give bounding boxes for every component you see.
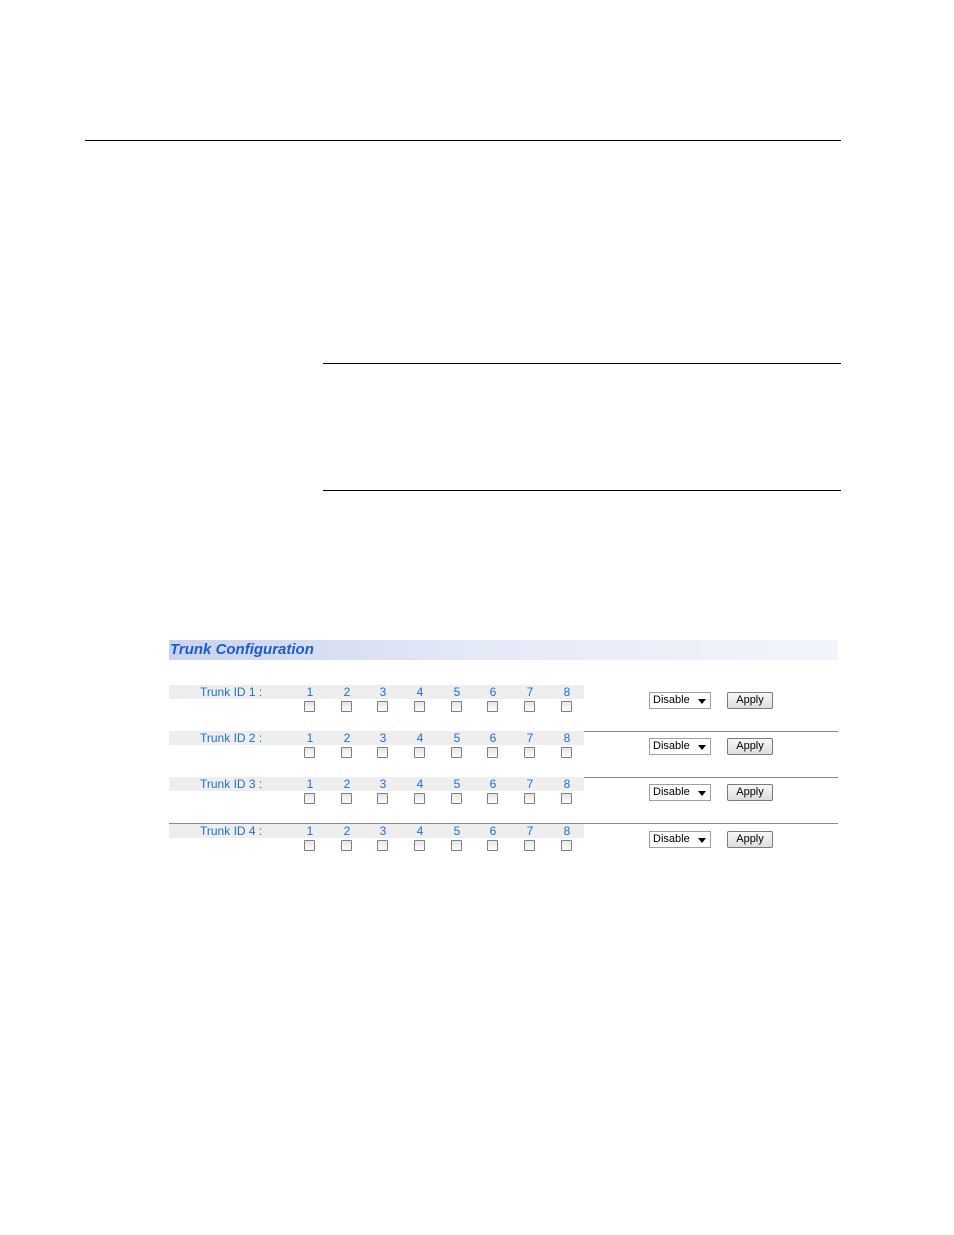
apply-button[interactable]: Apply bbox=[727, 692, 773, 709]
port-number-8: 8 bbox=[563, 824, 571, 838]
port-number-7: 7 bbox=[526, 777, 534, 791]
chevron-down-icon bbox=[698, 745, 706, 750]
trunk-mode-value: Disable bbox=[653, 740, 690, 752]
port-number-4: 4 bbox=[416, 685, 424, 699]
note-top-rule bbox=[323, 363, 841, 364]
trunk-id-label: Trunk ID 2 : bbox=[200, 731, 263, 745]
port-number-1: 1 bbox=[306, 731, 314, 745]
chevron-down-icon bbox=[698, 838, 706, 843]
port-number-1: 1 bbox=[306, 685, 314, 699]
port-number-5: 5 bbox=[453, 731, 461, 745]
port-number-6: 6 bbox=[489, 824, 497, 838]
port-checkbox-1[interactable] bbox=[304, 840, 315, 851]
port-checkbox-1[interactable] bbox=[304, 747, 315, 758]
port-checkbox-2[interactable] bbox=[341, 701, 352, 712]
trunk-mode-value: Disable bbox=[653, 694, 690, 706]
trunk-row-2 bbox=[169, 731, 838, 778]
port-checkbox-6[interactable] bbox=[487, 840, 498, 851]
panel-title: Trunk Configuration bbox=[170, 641, 314, 658]
port-checkbox-4[interactable] bbox=[414, 840, 425, 851]
port-checkbox-7[interactable] bbox=[524, 701, 535, 712]
port-number-3: 3 bbox=[379, 777, 387, 791]
port-number-4: 4 bbox=[416, 824, 424, 838]
trunk-row-1 bbox=[169, 685, 838, 732]
trunk-mode-value: Disable bbox=[653, 786, 690, 798]
port-number-4: 4 bbox=[416, 731, 424, 745]
port-checkbox-1[interactable] bbox=[304, 793, 315, 804]
port-number-6: 6 bbox=[489, 777, 497, 791]
port-number-7: 7 bbox=[526, 824, 534, 838]
port-checkbox-4[interactable] bbox=[414, 793, 425, 804]
trunk-mode-select[interactable] bbox=[649, 738, 711, 755]
trunk-mode-select[interactable] bbox=[649, 784, 711, 801]
trunk-row-3 bbox=[169, 777, 838, 824]
port-checkbox-5[interactable] bbox=[451, 793, 462, 804]
port-number-5: 5 bbox=[453, 685, 461, 699]
port-number-1: 1 bbox=[306, 824, 314, 838]
port-number-2: 2 bbox=[343, 824, 351, 838]
port-checkbox-3[interactable] bbox=[377, 840, 388, 851]
trunk-mode-select[interactable] bbox=[649, 831, 711, 848]
port-checkbox-4[interactable] bbox=[414, 701, 425, 712]
trunk-mode-select[interactable] bbox=[649, 692, 711, 709]
port-number-6: 6 bbox=[489, 685, 497, 699]
port-checkbox-6[interactable] bbox=[487, 793, 498, 804]
port-checkbox-5[interactable] bbox=[451, 747, 462, 758]
trunk-id-label: Trunk ID 4 : bbox=[200, 824, 263, 838]
port-number-8: 8 bbox=[563, 777, 571, 791]
port-checkbox-4[interactable] bbox=[414, 747, 425, 758]
trunk-id-label: Trunk ID 3 : bbox=[200, 777, 263, 791]
trunk-mode-value: Disable bbox=[653, 833, 690, 845]
port-number-3: 3 bbox=[379, 824, 387, 838]
port-number-5: 5 bbox=[453, 777, 461, 791]
port-checkbox-1[interactable] bbox=[304, 701, 315, 712]
port-checkbox-5[interactable] bbox=[451, 840, 462, 851]
apply-button[interactable]: Apply bbox=[727, 831, 773, 848]
port-number-2: 2 bbox=[343, 731, 351, 745]
port-checkbox-7[interactable] bbox=[524, 793, 535, 804]
port-number-5: 5 bbox=[453, 824, 461, 838]
port-checkbox-3[interactable] bbox=[377, 747, 388, 758]
port-number-2: 2 bbox=[343, 777, 351, 791]
port-number-8: 8 bbox=[563, 685, 571, 699]
port-number-8: 8 bbox=[563, 731, 571, 745]
trunk-row-4 bbox=[169, 824, 838, 870]
port-checkbox-5[interactable] bbox=[451, 701, 462, 712]
port-number-3: 3 bbox=[379, 731, 387, 745]
port-checkbox-8[interactable] bbox=[561, 701, 572, 712]
port-number-3: 3 bbox=[379, 685, 387, 699]
port-checkbox-8[interactable] bbox=[561, 840, 572, 851]
port-checkbox-2[interactable] bbox=[341, 747, 352, 758]
chevron-down-icon bbox=[698, 699, 706, 704]
port-checkbox-2[interactable] bbox=[341, 840, 352, 851]
note-bottom-rule bbox=[323, 490, 841, 491]
port-checkbox-8[interactable] bbox=[561, 793, 572, 804]
panel-title-bar bbox=[169, 640, 838, 660]
apply-button[interactable]: Apply bbox=[727, 784, 773, 801]
port-checkbox-7[interactable] bbox=[524, 747, 535, 758]
chevron-down-icon bbox=[698, 791, 706, 796]
port-checkbox-2[interactable] bbox=[341, 793, 352, 804]
apply-button[interactable]: Apply bbox=[727, 738, 773, 755]
port-number-2: 2 bbox=[343, 685, 351, 699]
port-checkbox-3[interactable] bbox=[377, 793, 388, 804]
port-number-6: 6 bbox=[489, 731, 497, 745]
trunk-configuration-panel bbox=[169, 640, 838, 860]
port-number-7: 7 bbox=[526, 685, 534, 699]
port-number-1: 1 bbox=[306, 777, 314, 791]
port-number-7: 7 bbox=[526, 731, 534, 745]
port-checkbox-3[interactable] bbox=[377, 701, 388, 712]
trunk-id-label: Trunk ID 1 : bbox=[200, 685, 263, 699]
port-checkbox-6[interactable] bbox=[487, 747, 498, 758]
port-checkbox-6[interactable] bbox=[487, 701, 498, 712]
port-checkbox-8[interactable] bbox=[561, 747, 572, 758]
port-checkbox-7[interactable] bbox=[524, 840, 535, 851]
port-number-4: 4 bbox=[416, 777, 424, 791]
page-header-rule bbox=[85, 140, 841, 141]
